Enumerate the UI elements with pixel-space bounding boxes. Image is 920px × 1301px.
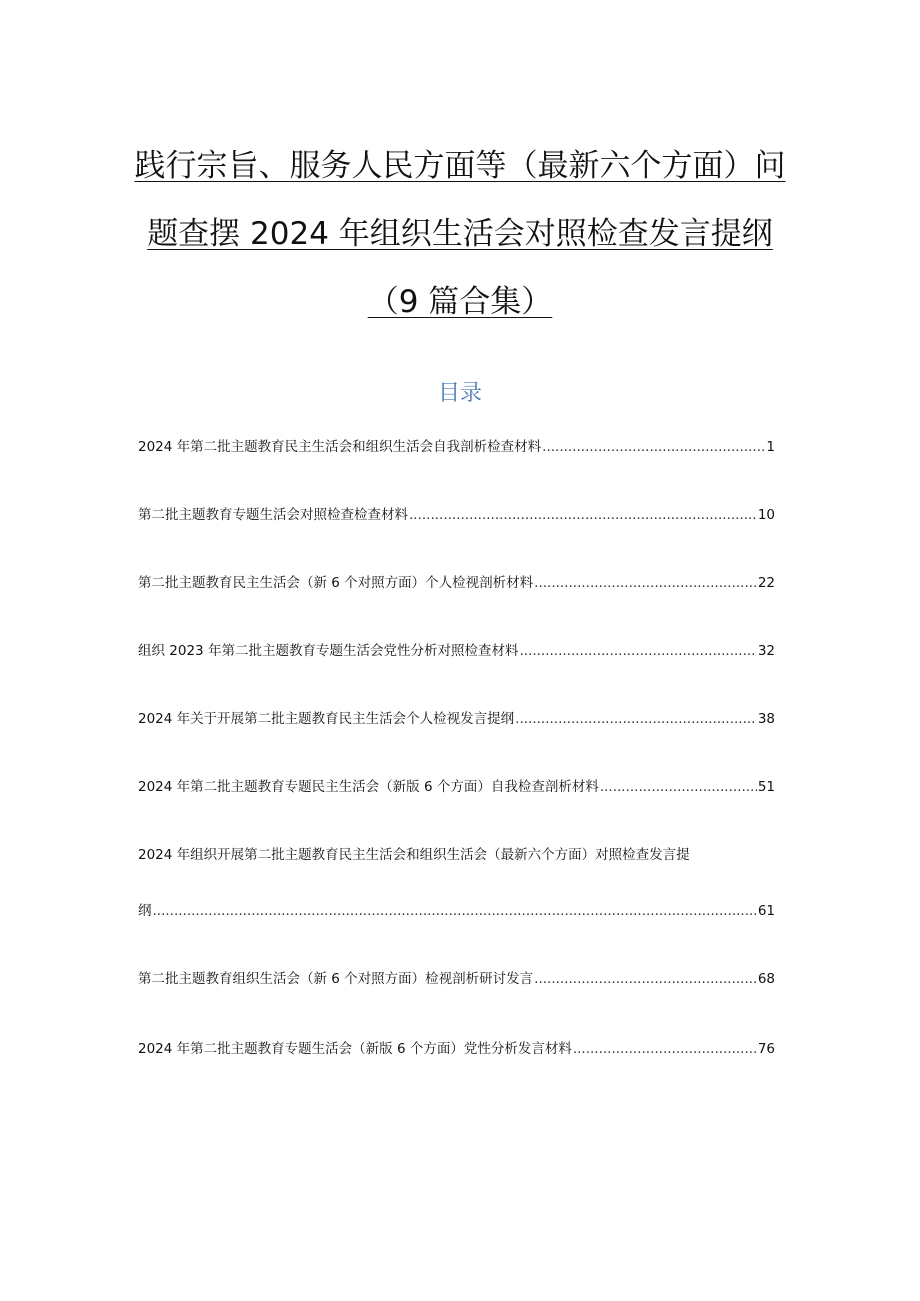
toc-entry-page: 22: [757, 575, 775, 591]
toc-entry-1[interactable]: [138, 432, 775, 462]
toc-entry-page: 1: [766, 439, 775, 455]
toc-heading: 目录: [437, 381, 482, 406]
toc-entry-title-line1: 2024 年组织开展第二批主题教育民主生活会和组织生活会（最新六个方面）对照检查发言提: [138, 847, 690, 863]
toc-leader-dots: [519, 636, 756, 666]
toc-entry-title: 2024 年第二批主题教育民主生活会和组织生活会自我剖析检查材料: [138, 439, 542, 455]
toc-entry-8[interactable]: [138, 964, 775, 994]
toc-leader-dots: [534, 568, 757, 598]
toc-leader-dots: [534, 964, 757, 994]
toc-entry-title: 2024 年第二批主题教育专题生活会（新版 6 个方面）党性分析发言材料: [138, 1041, 572, 1057]
toc-leader-dots: [409, 500, 757, 530]
toc-entry-9[interactable]: [138, 1034, 775, 1064]
toc-entry-page: 38: [757, 711, 775, 727]
toc-entry-title: 组织 2023 年第二批主题教育专题生活会党性分析对照检查材料: [138, 643, 519, 659]
toc-entry-7[interactable]: [138, 840, 775, 926]
toc-entry-5[interactable]: [138, 704, 775, 734]
toc-entry-page: 61: [757, 903, 775, 919]
toc-entry-4[interactable]: [138, 636, 775, 666]
document-title: [0, 132, 920, 336]
toc-entry-title: 2024 年关于开展第二批主题教育民主生活会个人检视发言提纲: [138, 711, 515, 727]
toc-entry-title: 纲: [138, 903, 152, 919]
toc-leader-dots: [542, 432, 765, 462]
toc-entry-page: 51: [757, 779, 775, 795]
toc-leader-dots: [573, 1034, 757, 1064]
title-line-3: （9 篇合集）: [367, 284, 553, 320]
toc-entry-title: 第二批主题教育专题生活会对照检查检查材料: [138, 507, 408, 523]
toc-entry-2[interactable]: [138, 500, 775, 530]
toc-entry-title: 2024 年第二批主题教育专题民主生活会（新版 6 个方面）自我检查剖析材料: [138, 779, 599, 795]
title-line-1: 践行宗旨、服务人民方面等（最新六个方面）问: [134, 148, 786, 184]
toc-leader-dots: [153, 896, 757, 926]
toc-entry-page: 32: [757, 643, 775, 659]
toc-entry-title: 第二批主题教育民主生活会（新 6 个对照方面）个人检视剖析材料: [138, 575, 534, 591]
toc-entry-page: 76: [757, 1041, 775, 1057]
toc-entry-3[interactable]: [138, 568, 775, 598]
title-line-2: 题查摆 2024 年组织生活会对照检查发言提纲: [147, 216, 773, 252]
toc-entry-page: 68: [757, 971, 775, 987]
toc-leader-dots: [600, 772, 757, 802]
toc-entry-page: 10: [757, 507, 775, 523]
toc-entry-title: 第二批主题教育组织生活会（新 6 个对照方面）检视剖析研讨发言: [138, 971, 534, 987]
toc-entry-6[interactable]: [138, 772, 775, 802]
toc-leader-dots: [515, 704, 757, 734]
